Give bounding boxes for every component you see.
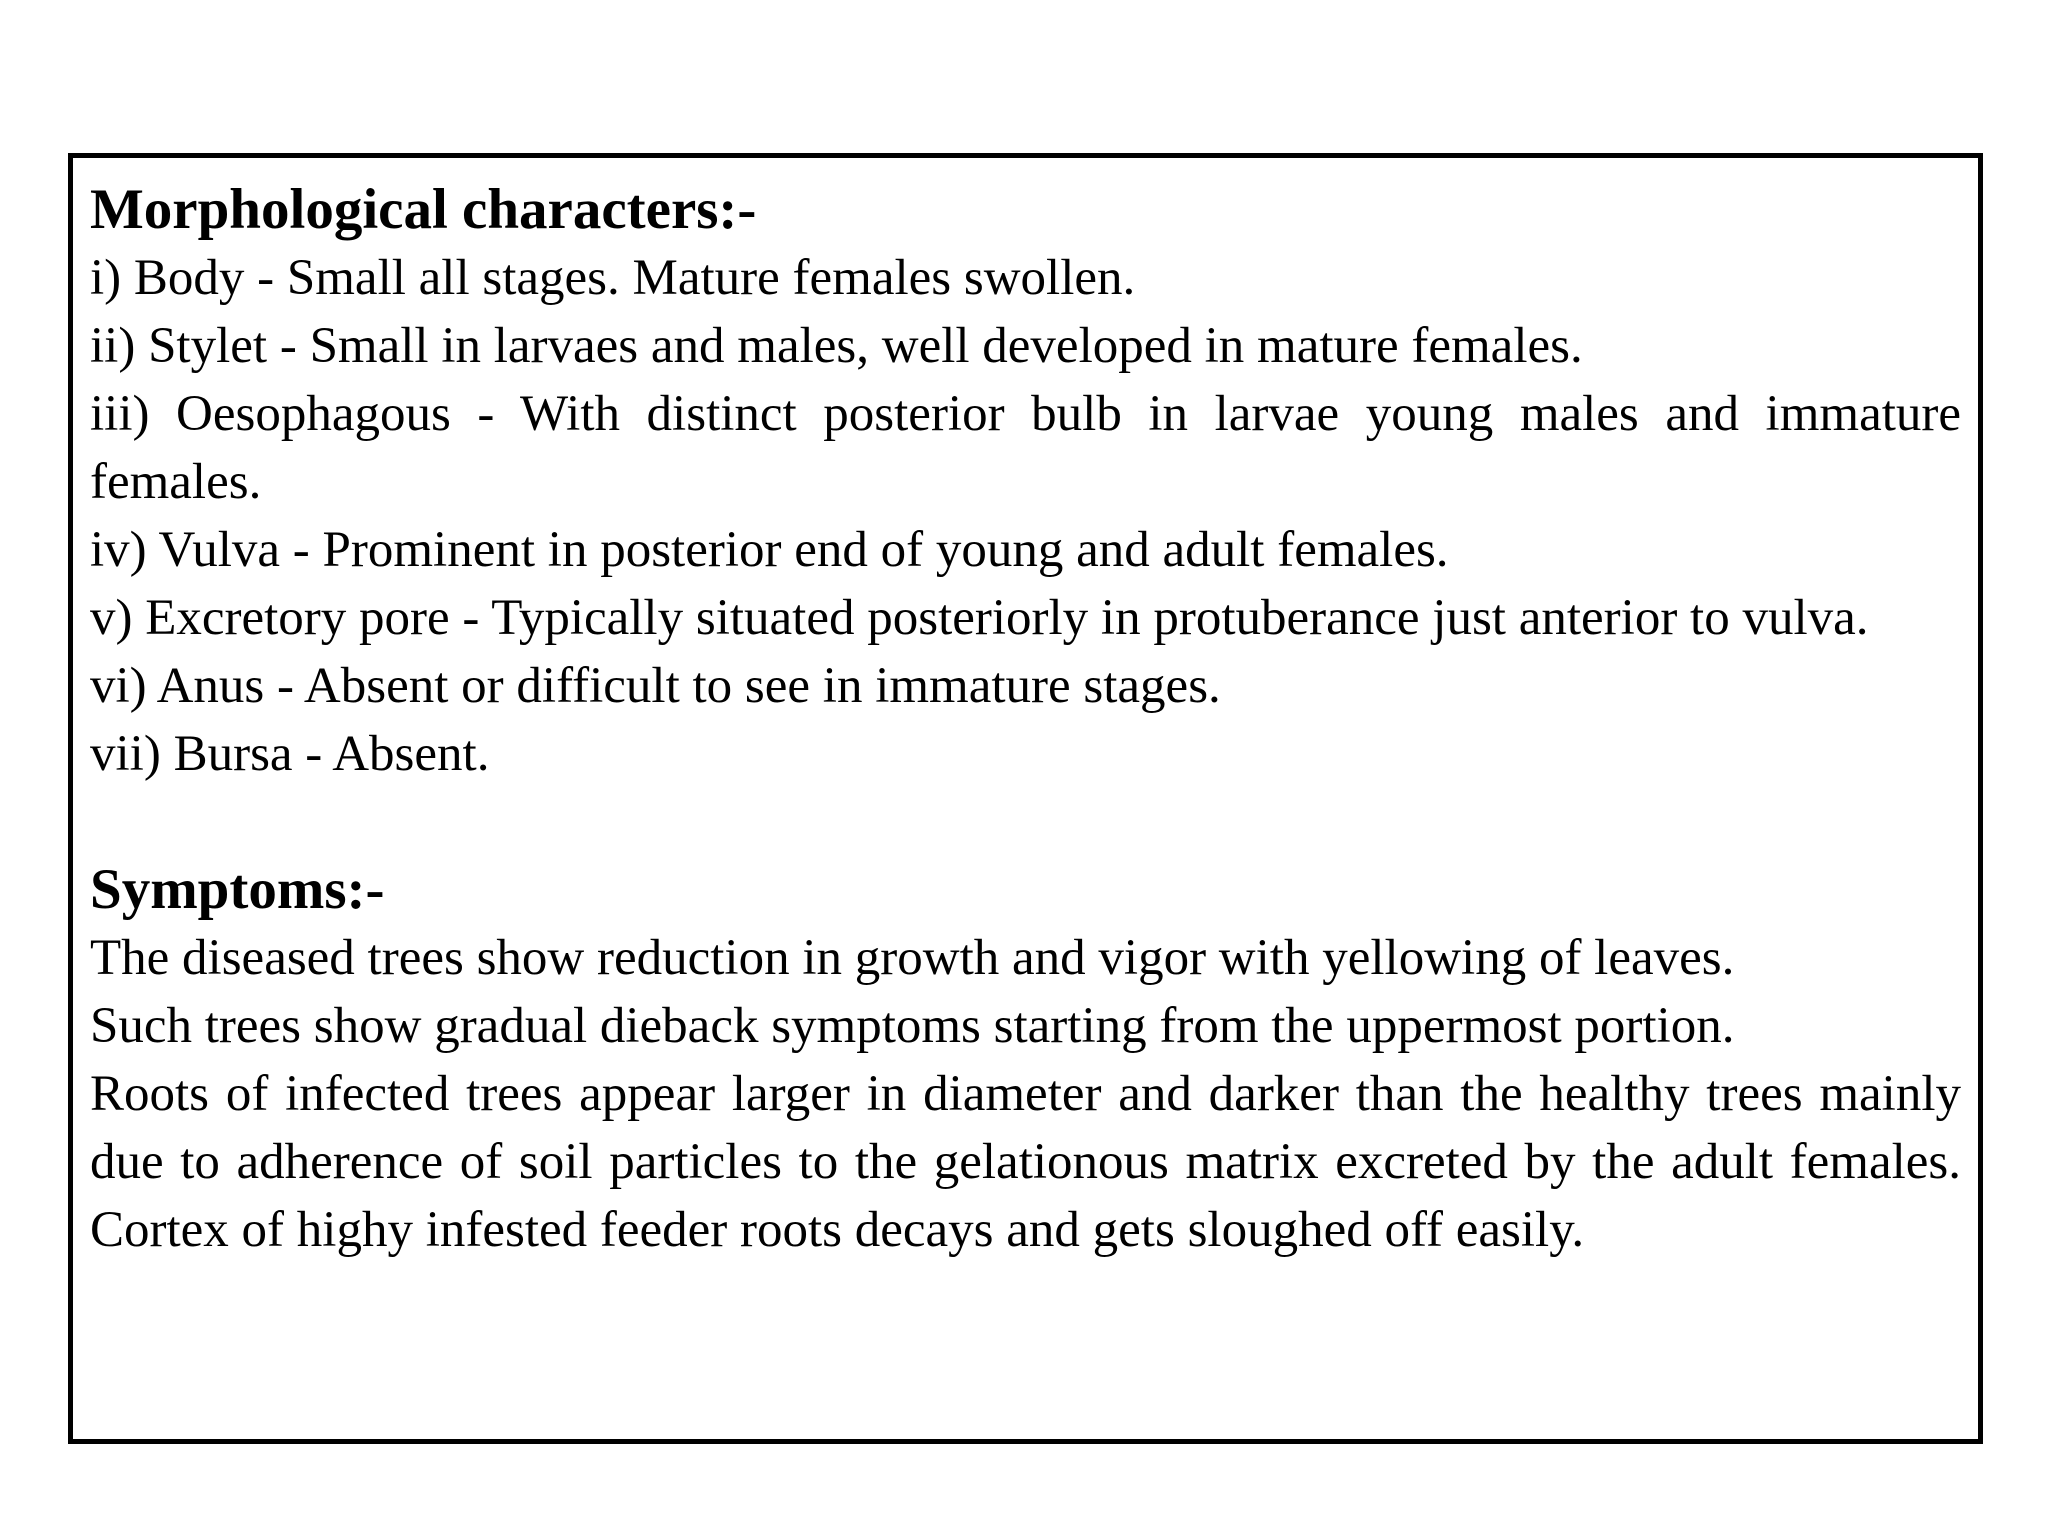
morphology-item-anus: vi) Anus - Absent or difficult to see in immature stages. <box>90 658 1221 714</box>
symptoms-paragraph-1: The diseased trees show reduction in growth and vigor with yellowing of leaves. <box>90 930 1735 986</box>
morphology-item-body: i) Body - Small all stages. Mature females swollen. <box>90 250 1136 306</box>
morphology-item-bursa: vii) Bursa - Absent. <box>90 726 490 782</box>
morphology-heading: Morphological characters:- <box>90 178 757 241</box>
symptoms-paragraph-3: Roots of infected trees appear larger in diameter and darker than the healthy trees mainly due to adherence of soil particles to the gelationous matrix excreted by the adult females. Cortex of highy infested feeder roots decays and gets sloughed off easily. <box>90 1066 1961 1258</box>
morphology-item-vulva: iv) Vulva - Prominent in posterior end of young and adult females. <box>90 522 1449 578</box>
symptoms-heading: Symptoms:- <box>90 858 385 921</box>
section-spacer <box>90 788 1961 856</box>
morphology-item-stylet: ii) Stylet - Small in larvaes and males, well developed in mature females. <box>90 318 1583 374</box>
morphology-item-oesophagous: iii) Oesophagous - With distinct posterior bulb in larvae young males and immature females. <box>90 386 1961 510</box>
content-box <box>68 153 1983 1444</box>
morphology-item-excretory-pore: v) Excretory pore - Typically situated posteriorly in protuberance just anterior to vulva. <box>90 590 1869 646</box>
symptoms-paragraph-2: Such trees show gradual dieback symptoms starting from the uppermost portion. <box>90 998 1735 1054</box>
